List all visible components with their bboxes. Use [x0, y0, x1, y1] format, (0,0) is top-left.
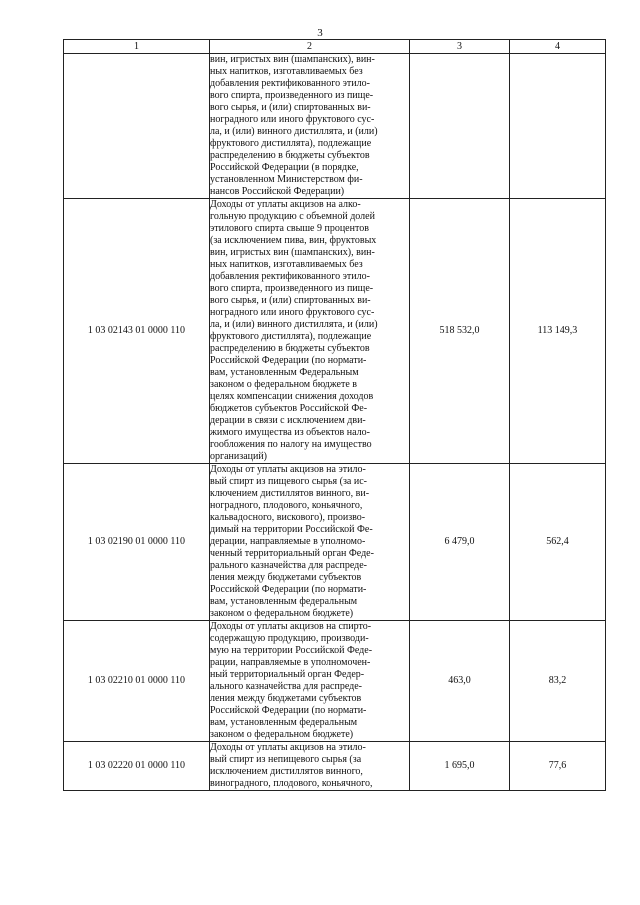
budget-code-cell	[64, 54, 210, 199]
budget-code-cell: 1 03 02220 01 0000 110	[64, 742, 210, 791]
description-line: рального казначейства для распреде-	[210, 560, 367, 571]
description-line: жимого имущества из объектов нало-	[210, 427, 370, 438]
table-row	[64, 742, 606, 791]
description-line: ный территориальный орган Федер-	[210, 669, 365, 680]
description-line: добавления ректификованного этило-	[210, 78, 370, 89]
description-line: ных напитков, изготавливаемых без	[210, 66, 363, 77]
description-line: Российской Федерации (по нормати-	[210, 584, 367, 595]
description-line: вам, установленным федеральным	[210, 596, 358, 607]
description-cell	[210, 54, 410, 199]
description-line: Российской Федерации (по нормати-	[210, 355, 367, 366]
description-line: рации, направляемые в уполномочен-	[210, 657, 371, 668]
description-line: вого спирта, произведенного из пище-	[210, 283, 374, 294]
description-line: ноградного или иного фруктового сус-	[210, 114, 375, 125]
description-line: вого спирта, произведенного из пище-	[210, 90, 374, 101]
description-line: Доходы от уплаты акцизов на спирто-	[210, 621, 372, 632]
description-line: Российской Федерации (по нормати-	[210, 705, 367, 716]
amount-col-3-cell	[410, 54, 510, 199]
description-line: законом о федеральном бюджете)	[210, 608, 354, 619]
description-line: вый спирт из непищевого сырья (за	[210, 754, 362, 765]
page-number: 3	[317, 27, 323, 39]
amount-col-4-cell: 113 149,3	[510, 199, 606, 464]
description-line: исключением дистиллятов винного,	[210, 766, 363, 777]
amount-col-3-cell: 1 695,0	[410, 742, 510, 791]
description-line: фруктового дистиллята), подлежащие	[210, 138, 372, 149]
description-line: содержащую продукцию, производи-	[210, 633, 369, 644]
description-line: вин, игристых вин (шампанских), вин-	[210, 247, 375, 258]
amount-col-3-cell: 463,0	[410, 621, 510, 742]
amount-col-4-cell	[510, 54, 606, 199]
description-line: вин, игристых вин (шампанских), вин-	[210, 54, 375, 65]
description-line: вам, установленным Федеральным	[210, 367, 359, 378]
header-col-1: 1	[64, 40, 210, 54]
description-line: законом о федеральном бюджете в	[210, 379, 357, 390]
amount-col-4-cell: 83,2	[510, 621, 606, 742]
table-row	[64, 199, 606, 464]
description-line: нансов Российской Федерации)	[210, 186, 345, 197]
description-line: распределению в бюджеты субъектов	[210, 343, 370, 354]
budget-code-cell: 1 03 02143 01 0000 110	[64, 199, 210, 464]
header-col-2: 2	[210, 40, 410, 54]
description-line: дерации, направляемые в уполномо-	[210, 536, 366, 547]
budget-code-cell: 1 03 02210 01 0000 110	[64, 621, 210, 742]
table-row	[64, 621, 606, 742]
description-line: ченный территориальный орган Феде-	[210, 548, 374, 559]
description-cell	[210, 199, 410, 464]
table-row	[64, 464, 606, 621]
description-line: Доходы от уплаты акцизов на этило-	[210, 742, 366, 753]
description-line: мую на территории Российской Феде-	[210, 645, 373, 656]
description-line: целях компенсации снижения доходов	[210, 391, 374, 402]
description-line: ления между бюджетами субъектов	[210, 693, 362, 704]
description-line: ноградного или иного фруктового сус-	[210, 307, 375, 318]
description-line: (за исключением пива, вин, фруктовых	[210, 235, 377, 246]
description-line: бюджетов субъектов Российской Фе-	[210, 403, 368, 414]
description-cell	[210, 742, 410, 791]
description-line: фруктового дистиллята), подлежащие	[210, 331, 372, 342]
description-line: гольную продукцию с объемной долей	[210, 211, 375, 222]
amount-col-4-cell: 77,6	[510, 742, 606, 791]
table-row	[64, 54, 606, 199]
description-line: вого сырья, и (или) спиртованных ви-	[210, 295, 371, 306]
description-line: ла, и (или) винного дистиллята, и (или)	[210, 319, 378, 330]
description-line: ключением дистиллятов винного, ви-	[210, 488, 370, 499]
description-line: законом о федеральном бюджете)	[210, 729, 354, 740]
description-line: установленном Министерством фи-	[210, 174, 363, 185]
description-line: ных напитков, изготавливаемых без	[210, 259, 363, 270]
description-line: этилового спирта свыше 9 процентов	[210, 223, 369, 234]
revenue-table	[63, 39, 606, 791]
description-line: гообложения по налогу на имущество	[210, 439, 372, 450]
header-col-4: 4	[510, 40, 606, 54]
description-line: ления между бюджетами субъектов	[210, 572, 362, 583]
description-line: ального казначейства для распреде-	[210, 681, 362, 692]
description-line: ла, и (или) винного дистиллята, и (или)	[210, 126, 378, 137]
description-line: добавления ректификованного этило-	[210, 271, 370, 282]
description-line: ноградного, плодового, коньячного,	[210, 500, 363, 511]
description-line: вого сырья, и (или) спиртованных ви-	[210, 102, 371, 113]
description-line: распределению в бюджеты субъектов	[210, 150, 370, 161]
description-line: кальвадосного, вискового), произво-	[210, 512, 366, 523]
table-header-row	[64, 40, 606, 54]
amount-col-3-cell: 518 532,0	[410, 199, 510, 464]
description-line: организаций)	[210, 451, 268, 462]
description-line: Российской Федерации (в порядке,	[210, 162, 359, 173]
header-col-3: 3	[410, 40, 510, 54]
amount-col-3-cell: 6 479,0	[410, 464, 510, 621]
description-cell	[210, 464, 410, 621]
description-line: Доходы от уплаты акцизов на этило-	[210, 464, 366, 475]
description-line: димый на территории Российской Фе-	[210, 524, 373, 535]
amount-col-4-cell: 562,4	[510, 464, 606, 621]
table-body	[64, 54, 606, 791]
description-line: виноградного, плодового, коньячного,	[210, 778, 373, 789]
description-line: Доходы от уплаты акцизов на алко-	[210, 199, 361, 210]
description-line: вам, установленным федеральным	[210, 717, 358, 728]
budget-code-cell: 1 03 02190 01 0000 110	[64, 464, 210, 621]
description-line: дерации в связи с исключением дви-	[210, 415, 366, 426]
description-cell	[210, 621, 410, 742]
description-line: вый спирт из пищевого сырья (за ис-	[210, 476, 367, 487]
